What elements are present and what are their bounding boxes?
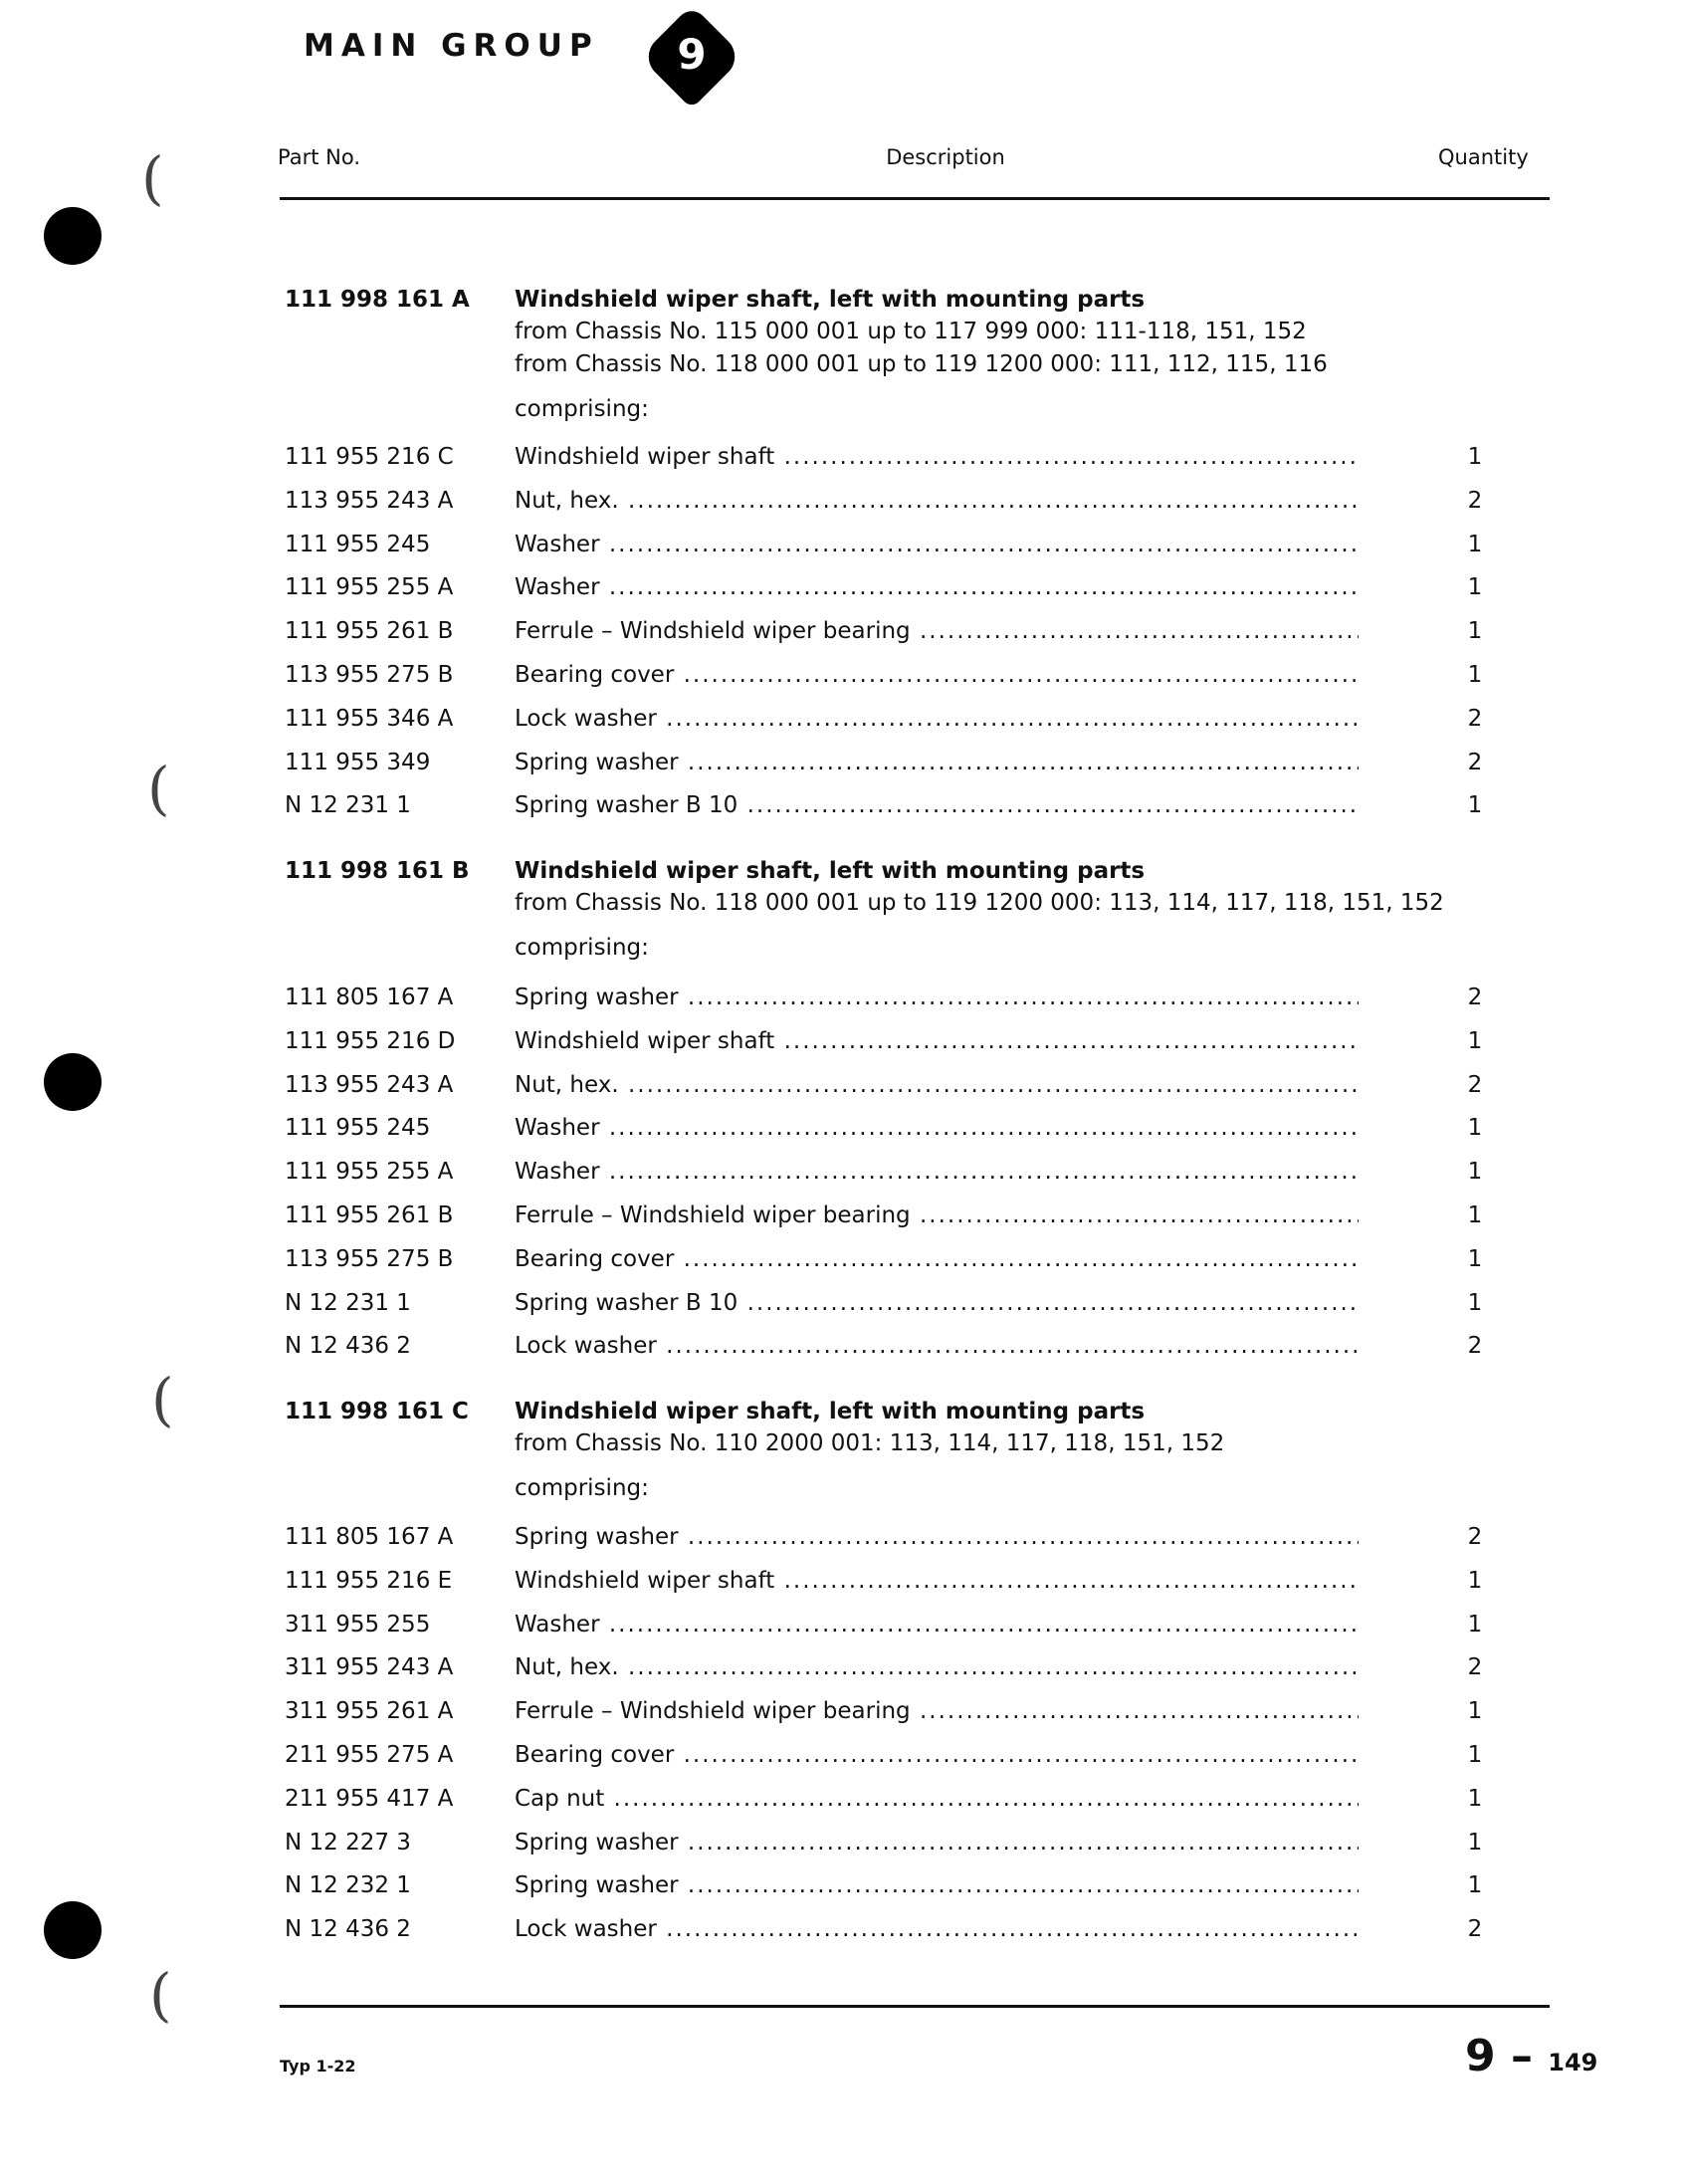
page-number-dash: – [1495, 2031, 1549, 2081]
part-description: Windshield wiper shaft ..... [515, 1028, 1359, 1054]
part-number: 113 955 275 B [285, 1245, 454, 1272]
part-row [0, 662, 1685, 698]
chassis-note: from Chassis No. 115 000 001 up to 117 999 000: 111-118, 151, 152 [515, 319, 1307, 344]
part-number: 311 955 255 [285, 1611, 431, 1638]
part-description: Windshield wiper shaft ..... [515, 1568, 1359, 1594]
part-number: 111 955 245 [285, 1115, 431, 1142]
part-quantity: 2 [1467, 705, 1483, 732]
part-quantity: 1 [1467, 792, 1483, 819]
part-row [0, 1290, 1685, 1326]
part-number: 111 955 255 A [285, 574, 454, 601]
part-description: Bearing cover ..... [515, 1246, 1359, 1272]
part-description: Spring washer B 10 ..... [515, 792, 1359, 818]
part-row [0, 1872, 1685, 1908]
part-number: 113 955 243 A [285, 487, 454, 514]
part-number: 111 955 216 E [285, 1567, 453, 1594]
part-description: Lock washer ..... [515, 1333, 1359, 1359]
part-number: N 12 227 3 [285, 1829, 411, 1856]
part-quantity: 1 [1467, 531, 1483, 557]
part-description: Spring washer ..... [515, 1830, 1359, 1856]
part-number: 113 955 243 A [285, 1071, 454, 1098]
part-row [0, 1159, 1685, 1195]
part-quantity: 2 [1467, 1333, 1483, 1360]
part-quantity: 1 [1467, 444, 1483, 470]
part-quantity: 1 [1467, 1872, 1483, 1899]
part-description: Washer ..... [515, 532, 1359, 557]
chassis-note: from Chassis No. 118 000 001 up to 119 1200 000: 111, 112, 115, 116 [515, 351, 1328, 377]
part-row [0, 444, 1685, 480]
part-number: 211 955 417 A [285, 1785, 454, 1812]
group-number: 9 [677, 30, 707, 79]
part-number: 111 805 167 A [285, 1524, 454, 1550]
part-number: N 12 232 1 [285, 1872, 411, 1899]
part-row [0, 1786, 1685, 1822]
part-quantity: 1 [1467, 1829, 1483, 1856]
part-row [0, 984, 1685, 1020]
assembly-description: Windshield wiper shaft, left with mounting parts [515, 858, 1146, 884]
part-description: Nut, hex. ..... [515, 488, 1359, 514]
part-quantity: 1 [1467, 1698, 1483, 1725]
chassis-note: from Chassis No. 110 2000 001: 113, 114, 117, 118, 151, 152 [515, 1430, 1225, 1456]
part-number: 113 955 275 B [285, 662, 454, 688]
part-quantity: 2 [1467, 984, 1483, 1010]
part-number: 211 955 275 A [285, 1742, 454, 1768]
binding-mark: ( [147, 755, 170, 822]
part-number: N 12 231 1 [285, 792, 411, 819]
part-row [0, 1333, 1685, 1369]
part-row [0, 750, 1685, 785]
part-description: Spring washer B 10 ..... [515, 1290, 1359, 1316]
part-number: 111 955 349 [285, 749, 431, 775]
part-row [0, 1654, 1685, 1690]
page-number [1465, 2031, 1597, 2081]
part-quantity: 1 [1467, 574, 1483, 601]
part-quantity: 2 [1467, 1916, 1483, 1943]
binding-mark: ( [151, 1366, 174, 1433]
part-number: 111 805 167 A [285, 984, 454, 1010]
part-row [0, 1830, 1685, 1865]
part-number: 111 955 346 A [285, 705, 454, 732]
part-row [0, 1568, 1685, 1604]
part-description: Washer ..... [515, 574, 1359, 600]
part-row [0, 532, 1685, 567]
part-row [0, 1742, 1685, 1778]
assembly-part-number: 111 998 161 B [285, 858, 470, 884]
assembly-row [0, 287, 1685, 323]
footer-rule [280, 2005, 1550, 2008]
comprising-label: comprising: [515, 935, 649, 961]
chassis-note: from Chassis No. 118 000 001 up to 119 1200 000: 113, 114, 117, 118, 151, 152 [515, 890, 1444, 916]
part-description: Spring washer ..... [515, 1524, 1359, 1550]
comprising-label: comprising: [515, 396, 649, 422]
part-description: Washer ..... [515, 1115, 1359, 1141]
part-row [0, 488, 1685, 524]
part-row [0, 1612, 1685, 1647]
part-number: 111 955 255 A [285, 1159, 454, 1186]
part-description: Washer ..... [515, 1159, 1359, 1185]
assembly-row [0, 858, 1685, 894]
part-description: Lock washer ..... [515, 706, 1359, 732]
part-description: Ferrule – Windshield wiper bearing ..... [515, 618, 1359, 644]
part-quantity: 2 [1467, 487, 1483, 514]
part-quantity: 1 [1467, 1027, 1483, 1054]
part-description: Nut, hex. ..... [515, 1072, 1359, 1098]
part-row [0, 1202, 1685, 1238]
part-number: 111 955 216 C [285, 444, 454, 470]
part-quantity: 1 [1467, 1289, 1483, 1316]
column-header-description: Description [886, 145, 1005, 169]
part-number: N 12 436 2 [285, 1333, 411, 1360]
part-quantity: 1 [1467, 1742, 1483, 1768]
part-quantity: 1 [1467, 1245, 1483, 1272]
part-quantity: 1 [1467, 662, 1483, 688]
part-quantity: 2 [1467, 1071, 1483, 1098]
part-quantity: 1 [1467, 1202, 1483, 1228]
part-row [0, 574, 1685, 610]
part-row [0, 1916, 1685, 1952]
part-number: 311 955 243 A [285, 1654, 454, 1681]
part-number: 111 955 245 [285, 531, 431, 557]
part-description: Cap nut ..... [515, 1786, 1359, 1812]
part-description: Spring washer ..... [515, 750, 1359, 775]
part-description: Windshield wiper shaft ..... [515, 444, 1359, 470]
assembly-row [0, 1399, 1685, 1434]
part-quantity: 1 [1467, 1115, 1483, 1142]
part-description: Bearing cover ..... [515, 662, 1359, 688]
part-quantity: 1 [1467, 618, 1483, 645]
assembly-description: Windshield wiper shaft, left with mounting parts [515, 287, 1146, 313]
page-number-main: 9 [1465, 2031, 1496, 2081]
part-row [0, 706, 1685, 742]
part-number: 111 955 261 B [285, 1202, 454, 1228]
part-number: N 12 436 2 [285, 1916, 411, 1943]
part-description: Nut, hex. ..... [515, 1654, 1359, 1680]
part-quantity: 1 [1467, 1611, 1483, 1638]
part-row [0, 1072, 1685, 1108]
binding-mark: ( [149, 1961, 172, 2029]
part-number: 111 955 261 B [285, 618, 454, 645]
part-description: Lock washer ..... [515, 1916, 1359, 1942]
part-number: 311 955 261 A [285, 1698, 454, 1725]
comprising-label: comprising: [515, 1475, 649, 1501]
assembly-description: Windshield wiper shaft, left with mounting parts [515, 1399, 1146, 1424]
part-quantity: 1 [1467, 1567, 1483, 1594]
part-row [0, 1028, 1685, 1064]
part-row [0, 1698, 1685, 1734]
part-description: Spring washer ..... [515, 984, 1359, 1010]
part-quantity: 1 [1467, 1785, 1483, 1812]
part-quantity: 2 [1467, 1654, 1483, 1681]
assembly-part-number: 111 998 161 C [285, 1399, 469, 1424]
part-quantity: 1 [1467, 1159, 1483, 1186]
part-quantity: 2 [1467, 749, 1483, 775]
binding-mark: ( [141, 144, 164, 212]
main-group-title: MAIN GROUP [304, 28, 599, 64]
part-quantity: 2 [1467, 1524, 1483, 1550]
part-description: Spring washer ..... [515, 1872, 1359, 1898]
part-row [0, 792, 1685, 828]
part-row [0, 618, 1685, 654]
type-reference: Typ 1-22 [280, 2057, 356, 2075]
part-row [0, 1524, 1685, 1560]
part-description: Ferrule – Windshield wiper bearing ..... [515, 1698, 1359, 1724]
part-row [0, 1115, 1685, 1151]
part-description: Washer ..... [515, 1612, 1359, 1638]
part-number: 111 955 216 D [285, 1027, 456, 1054]
part-description: Bearing cover ..... [515, 1742, 1359, 1768]
column-header-quantity: Quantity [1438, 145, 1529, 169]
part-row [0, 1246, 1685, 1282]
assembly-part-number: 111 998 161 A [285, 287, 470, 313]
part-description: Ferrule – Windshield wiper bearing ..... [515, 1202, 1359, 1228]
part-number: N 12 231 1 [285, 1289, 411, 1316]
column-header-part-no: Part No. [278, 145, 360, 169]
page-number-sub: 149 [1548, 2049, 1598, 2076]
